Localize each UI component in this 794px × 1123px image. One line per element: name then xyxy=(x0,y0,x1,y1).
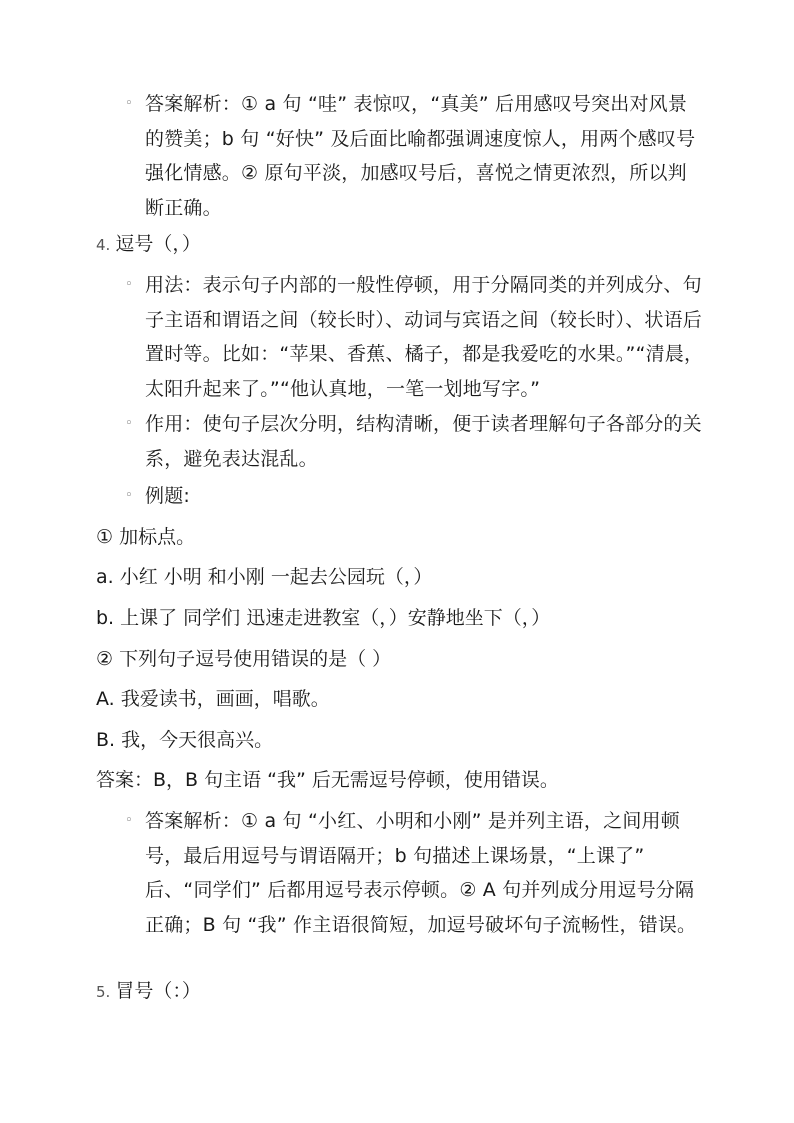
question-1: ① 加标点。 xyxy=(96,526,196,548)
section-heading-comma xyxy=(96,227,201,262)
bullet-marker: ◦ xyxy=(125,488,133,503)
section-title: 冒号（：） xyxy=(115,980,201,1002)
question-1b: b. 上课了 同学们 迅速走进教室（，）安静地坐下（，） xyxy=(96,607,551,629)
section-title: 逗号（，） xyxy=(115,233,201,255)
question-1a: a. 小红 小明 和小刚 一起去公园玩（，） xyxy=(96,566,433,588)
example-label: 例题: xyxy=(145,485,191,507)
function-paragraph: 作用：使句子层次分明，结构清晰，便于读者理解句子各部分的关系，避免表达混乱。 xyxy=(145,413,702,470)
question-2b: B. 我，今天很高兴。 xyxy=(96,729,274,751)
question-2a: A. 我爱读书，画画，唱歌。 xyxy=(96,688,330,710)
bullet-marker: ◦ xyxy=(125,96,133,111)
usage-paragraph: 用法：表示句子内部的一般性停顿，用于分隔同类的并列成分、句子主语和谓语之间（较长时）、动词与宾语之间（较长时）、状语后置时等。比如：“苹果、香蕉、橘子，都是我爱吃的水果。”“清晨，太阳升起来了。”“他认真地，一笔一划地写字。” xyxy=(145,274,704,400)
question-2: ② 下列句子逗号使用错误的是（ ） xyxy=(96,648,392,670)
section-number: 4. xyxy=(96,236,111,254)
answer-analysis-paragraph: 答案解析：① a 句 “哇” 表惊叹，“真美” 后用感叹号突出对风景的赞美；b 句 “好快” 及后面比喻都强调速度惊人，用两个感叹号强化情感。② 原句平淡，加感叹号后，喜悦之情更浓烈，所以判断正确。 xyxy=(145,93,696,219)
bullet-marker: ◦ xyxy=(125,277,133,292)
section-number: 5. xyxy=(96,983,111,1001)
section-heading-colon xyxy=(96,974,201,1009)
answer-line: 答案：B，B 句主语 “我” 后无需逗号停顿，使用错误。 xyxy=(96,769,559,791)
answer-analysis-paragraph-2: 答案解析：① a 句 “小红、小明和小刚” 是并列主语，之间用顿号，最后用逗号与谓语隔开；b 句描述上课场景，“上课了” 后、“同学们” 后都用逗号表示停顿。② A 句并列成分用逗号分隔正确；B 句 “我” 作主语很简短，加逗号破坏句子流畅性，错误。 xyxy=(145,810,697,936)
bullet-marker: ◦ xyxy=(125,813,133,828)
bullet-marker: ◦ xyxy=(125,416,133,431)
